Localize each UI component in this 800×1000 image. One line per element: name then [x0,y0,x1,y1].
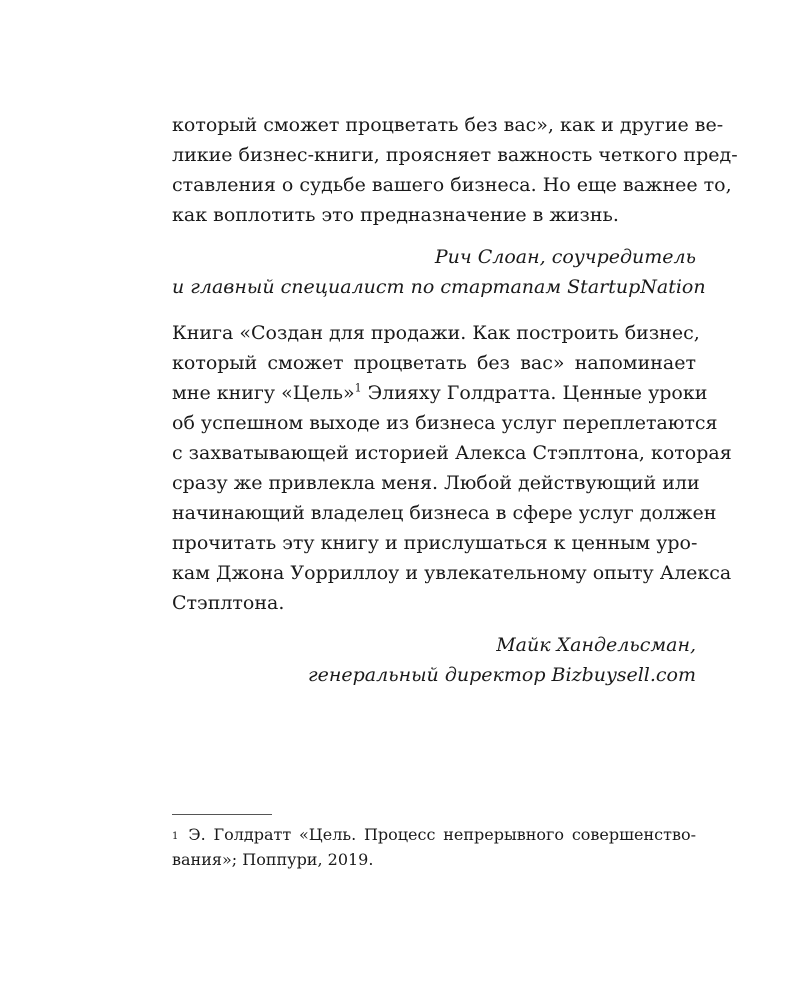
attribution-2-role: генеральный директор Bizbuysell.com [308,664,696,686]
quote-1-line: как воплотить это предназначение в жизнь. [172,204,619,226]
footnote-reference: 1 [354,381,362,395]
footnote-text-1: Э. Голдратт «Цель. Процесс непрерывного совершенство- [188,825,696,844]
quote-1-line: ставления о судьбе вашего бизнеса. Но еще важнее то, [172,174,732,196]
quote-2-line: с захватывающей историей Алекса Стэплтона, которая [172,442,732,464]
quote-2-line: сразу же привлекла меня. Любой действующий или [172,472,700,494]
quote-2-line: прочитать эту книгу и прислушаться к ценным уро- [172,532,698,554]
quote-2-line-3-start: мне книгу «Цель» [172,382,355,404]
attribution-2 [172,630,696,690]
quote-2-line: начинающий владелец бизнеса в сфере услуг должен [172,502,717,524]
footnote-number: 1 [172,831,179,842]
quote-2-paragraph [172,318,732,618]
footnote-line-2: вания»; Поппури, 2019. [172,850,374,869]
quote-2-line: который сможет процветать без вас» напоминает [172,352,696,374]
attribution-2-name: Майк Хандельсман, [496,634,696,656]
page-body [172,110,738,690]
attribution-1-role: и главный специалист по стартапам StartupNation [172,276,706,298]
attribution-1-name: Рич Слоан, соучредитель [434,246,696,268]
quote-2-line: кам Джона Уорриллоу и увлекательному опыту Алекса [172,562,732,584]
quote-2-line: Стэплтона. [172,592,285,614]
quote-2-line-with-footnote [172,378,708,408]
quote-2-line-3-end: Элияху Голдратта. Ценные уроки [361,382,708,404]
footnote [172,822,696,872]
footnote-line-1 [172,822,696,847]
quote-1-line: который сможет процветать без вас», как и другие ве- [172,114,724,136]
quote-1-line: ликие бизнес-книги, проясняет важность четкого пред- [172,144,738,166]
footnote-divider [172,814,272,815]
attribution-1 [172,242,706,302]
quote-2-line: об успешном выходе из бизнеса услуг переплетаются [172,412,718,434]
quote-1-paragraph [172,110,738,230]
quote-2-line: Книга «Создан для продажи. Как построить бизнес, [172,322,700,344]
